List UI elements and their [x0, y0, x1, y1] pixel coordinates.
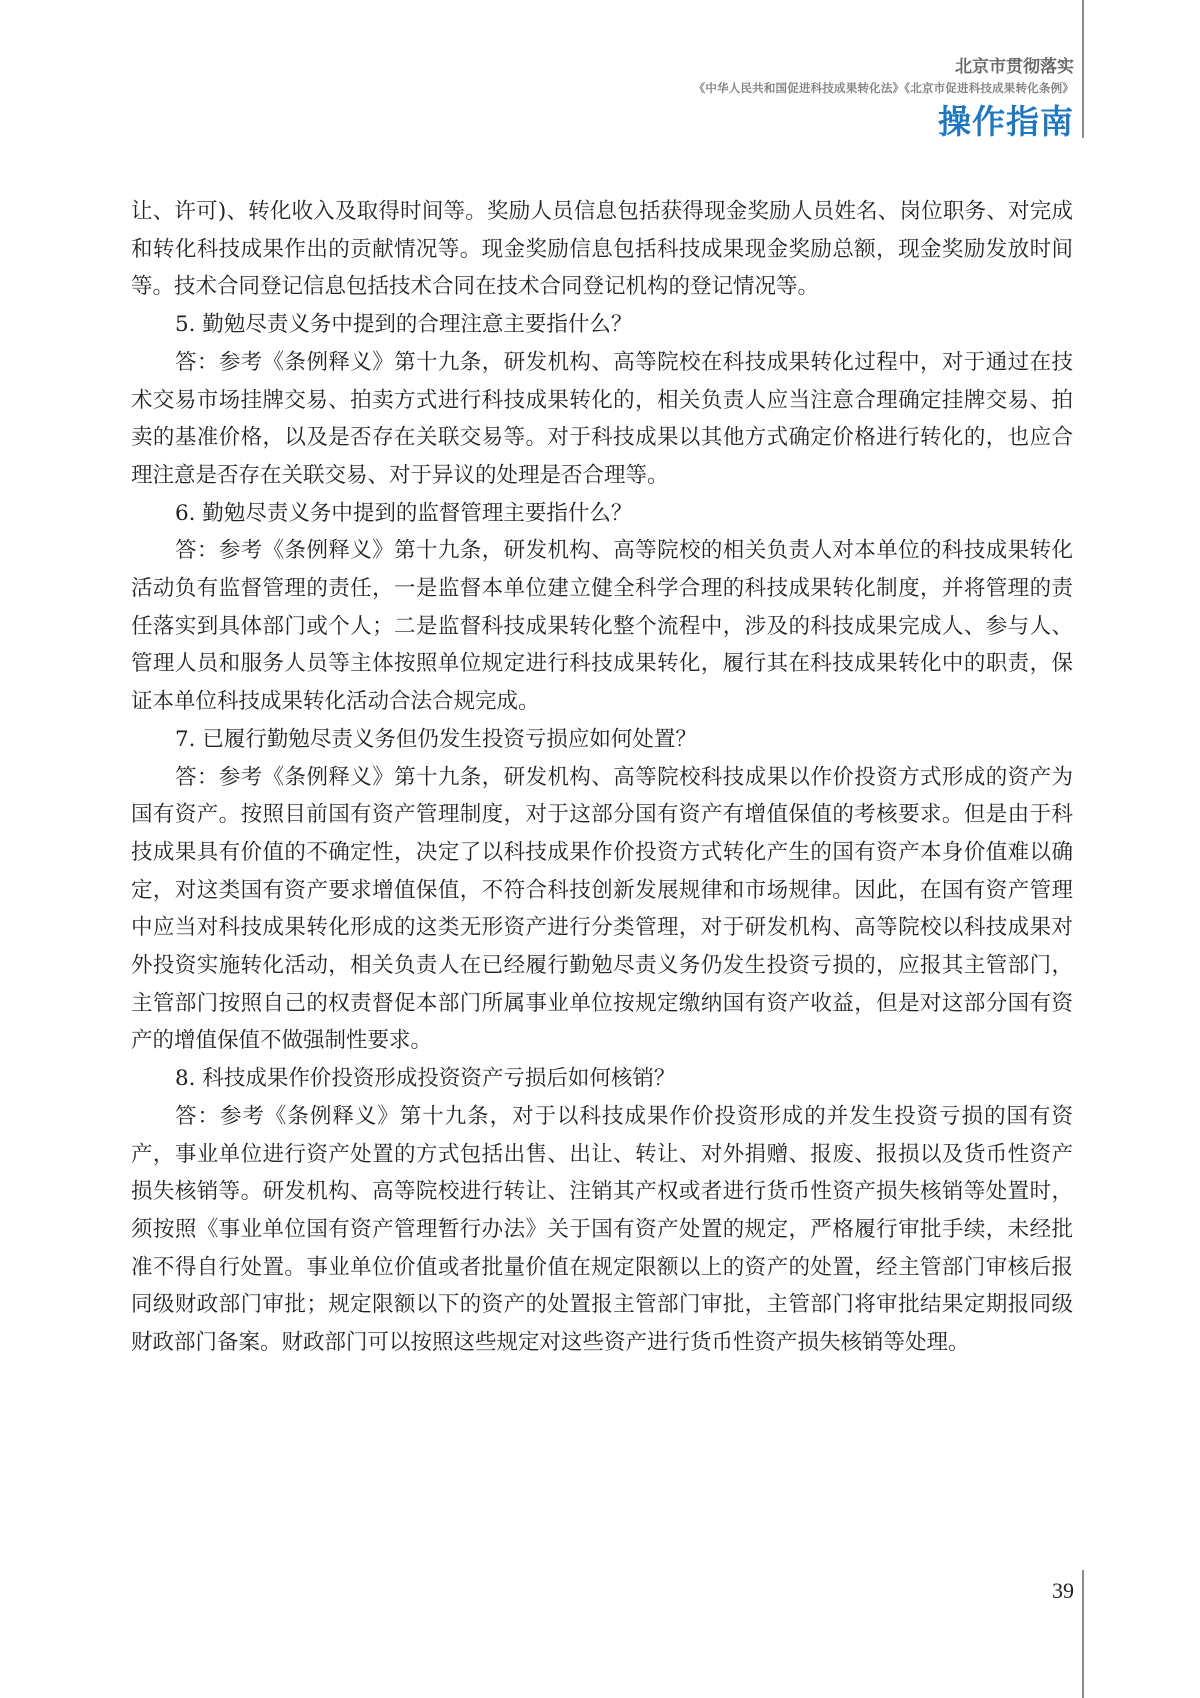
question-6: 6. 勤勉尽责义务中提到的监督管理主要指什么？: [175, 500, 633, 526]
answer-7: 答：参考《条例释义》第十九条，研发机构、高等院校科技成果以作价投资方式形成的资产为国有资产。按照目前国有资产管理制度，对于这部分国有资产有增值保值的考核要求。但是由于科技成果具有价值的不确定性，决定了以科技成果作价投资方式转化产生的国有资产本身价值难以确定，对这类国有资产要求增值保值，不符合科技创新发展规律和市场规律。因此，在国有资产管理中应当对科技成果转化形成的这类无形资产进行分类管理，对于研发机构、高等院校以科技成果对外投资实施转化活动，相关负责人在已经履行勤勉尽责义务仍发生投资亏损的，应报其主管部门，主管部门按照自己的权责督促本部门所属事业单位按规定缴纳国有资产收益，但是对这部分国有资产的增值保值不做强制性要求。: [131, 764, 1073, 1054]
header-subtitle: 《中华人民共和国促进科技成果转化法》《北京市促进科技成果转化条例》: [693, 81, 1074, 95]
answer-5: 答：参考《条例释义》第十九条，研发机构、高等院校在科技成果转化过程中，对于通过在技术交易市场挂牌交易、拍卖方式进行科技成果转化的，相关负责人应当注意合理确定挂牌交易、拍卖的基准价格，以及是否存在关联交易等。对于科技成果以其他方式确定价格进行转化的，也应合理注意是否存在关联交易、对于异议的处理是否合理等。: [131, 349, 1073, 488]
question-7: 7. 已履行勤勉尽责义务但仍发生投资亏损应如何处置？: [175, 726, 697, 752]
header-title: 北京市贯彻落实: [955, 57, 1074, 77]
footer-rule: [1082, 1570, 1084, 1698]
answer-8: 答：参考《条例释义》第十九条，对于以科技成果作价投资形成的并发生投资亏损的国有资产，事业单位进行资产处置的方式包括出售、出让、转让、对外捐赠、报废、报损以及货币性资产损失核销等。研发机构、高等院校进行转让、注销其产权或者进行货币性资产损失核销等处置时，须按照《事业单位国有资产管理暂行办法》关于国有资产处置的规定，严格履行审批手续，未经批准不得自行处置。事业单位价值或者批量价值在规定限额以上的资产的处置，经主管部门审核后报同级财政部门审批；规定限额以下的资产的处置报主管部门审批，主管部门将审批结果定期报同级财政部门备案。财政部门可以按照这些规定对这些资产进行货币性资产损失核销等处理。: [131, 1103, 1073, 1356]
header-main-title: 操作指南: [938, 102, 1074, 141]
body-text: [131, 193, 1073, 1362]
question-5: 5. 勤勉尽责义务中提到的合理注意主要指什么？: [175, 312, 633, 338]
answer-6: 答：参考《条例释义》第十九条，研发机构、高等院校的相关负责人对本单位的科技成果转化活动负有监督管理的责任，一是监督本单位建立健全科学合理的科技成果转化制度，并将管理的责任落实到具体部门或个人；二是监督科技成果转化整个流程中，涉及的科技成果完成人、参与人、管理人员和服务人员等主体按照单位规定进行科技成果转化，履行其在科技成果转化中的职责，保证本单位科技成果转化活动合法合规完成。: [131, 538, 1073, 715]
page-number: 39: [1052, 1578, 1074, 1603]
header-rule: [1082, 0, 1084, 138]
paragraph-continuation: 让、许可)、转化收入及取得时间等。奖励人员信息包括获得现金奖励人员姓名、岗位职务、对完成和转化科技成果作出的贡献情况等。现金奖励信息包括科技成果现金奖励总额，现金奖励发放时间等。技术合同登记信息包括技术合同在技术合同登记机构的登记情况等。: [131, 199, 1073, 300]
question-8: 8. 科技成果作价投资形成投资资产亏损后如何核销？: [175, 1066, 676, 1092]
